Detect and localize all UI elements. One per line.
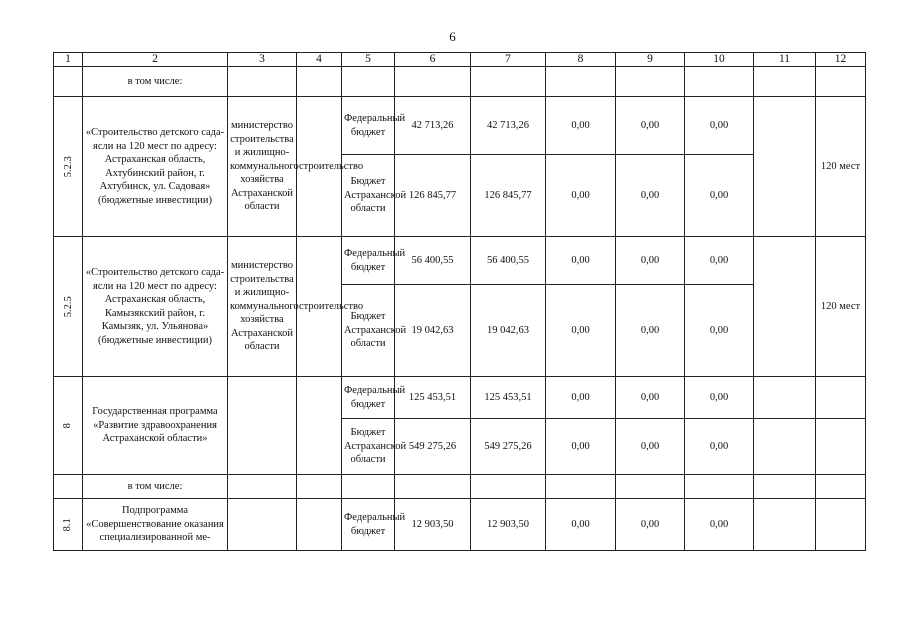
column-header: 6: [395, 53, 471, 67]
row-name: Подпрограмма «Совершенствование оказания специализированной ме-: [83, 499, 228, 551]
page-number: 6: [449, 29, 456, 44]
value-cell: 0,00: [546, 419, 616, 475]
column-header: 4: [297, 53, 342, 67]
row-direction: строительство: [297, 97, 342, 237]
intro-label: в том числе:: [83, 475, 228, 499]
empty-cell: [816, 499, 866, 551]
value-cell: 19 042,63: [471, 285, 546, 377]
empty-cell: [816, 377, 866, 419]
value-cell: 125 453,51: [471, 377, 546, 419]
row-name: «Строительство детского сада-ясли на 120 мест по адресу: Астраханская область, Ахтубинский район, г. Ахтубинск, ул. Садовая» (бюджетные инвестиции): [83, 97, 228, 237]
table-row: [54, 377, 866, 419]
empty-cell: [754, 377, 816, 419]
row-name: Государственная программа «Развитие здравоохранения Астраханской области»: [83, 377, 228, 475]
table-row: [54, 237, 866, 285]
column-header: 5: [342, 53, 395, 67]
column-header: 3: [228, 53, 297, 67]
value-cell: 19 042,63: [395, 285, 471, 377]
row-code: 8: [54, 377, 83, 475]
value-cell: 0,00: [616, 285, 685, 377]
row-code: 8.1: [54, 499, 83, 551]
empty-cell: [228, 499, 297, 551]
column-header: 2: [83, 53, 228, 67]
value-cell: 126 845,77: [395, 155, 471, 237]
column-header: 12: [816, 53, 866, 67]
value-cell: 12 903,50: [471, 499, 546, 551]
empty-cell: [297, 499, 342, 551]
table-row: [54, 97, 866, 155]
empty-cell: [754, 419, 816, 475]
value-cell: 0,00: [616, 499, 685, 551]
column-header: 9: [616, 53, 685, 67]
value-cell: 0,00: [685, 419, 754, 475]
intro-label: в том числе:: [83, 67, 228, 97]
column-header: 10: [685, 53, 754, 67]
value-cell: 0,00: [685, 377, 754, 419]
value-cell: 0,00: [685, 155, 754, 237]
row-code: 5.2.5: [54, 237, 83, 377]
value-cell: 0,00: [685, 97, 754, 155]
value-cell: 0,00: [685, 499, 754, 551]
value-cell: 0,00: [616, 377, 685, 419]
empty-cell: [228, 377, 297, 475]
value-cell: 0,00: [616, 419, 685, 475]
row-executor: министерство строительства и жилищно-коммунального хозяйства Астраханской области: [228, 97, 297, 237]
header-row: [54, 53, 866, 67]
value-cell: 125 453,51: [395, 377, 471, 419]
value-cell: 56 400,55: [395, 237, 471, 285]
value-cell: 12 903,50: [395, 499, 471, 551]
row-code: 5.2.3: [54, 97, 83, 237]
empty-cell: [754, 499, 816, 551]
column-header: 11: [754, 53, 816, 67]
empty-cell: [754, 97, 816, 237]
source-label: Бюджет Астраханской области: [342, 419, 395, 475]
intro-row: [54, 475, 866, 499]
value-cell: 0,00: [546, 155, 616, 237]
value-cell: 0,00: [685, 285, 754, 377]
value-cell: 126 845,77: [471, 155, 546, 237]
value-cell: 0,00: [546, 237, 616, 285]
row-direction: строительство: [297, 237, 342, 377]
empty-cell: [297, 377, 342, 475]
value-cell: 0,00: [546, 97, 616, 155]
column-header: 7: [471, 53, 546, 67]
row-name: «Строительство детского сада-ясли на 120 мест по адресу: Астраханская область, Камызякский район, г. Камызяк, ул. Ульянова» (бюджетные инвестиции): [83, 237, 228, 377]
budget-table: [53, 52, 866, 551]
value-cell: 0,00: [616, 237, 685, 285]
value-cell: 0,00: [616, 97, 685, 155]
intro-row: [54, 67, 866, 97]
empty-cell: [754, 237, 816, 377]
value-cell: 0,00: [685, 237, 754, 285]
source-label: Федеральный бюджет: [342, 237, 395, 285]
column-header: 8: [546, 53, 616, 67]
row-result: 120 мест: [816, 237, 866, 377]
value-cell: 42 713,26: [471, 97, 546, 155]
value-cell: 56 400,55: [471, 237, 546, 285]
value-cell: 0,00: [546, 285, 616, 377]
value-cell: 42 713,26: [395, 97, 471, 155]
value-cell: 0,00: [546, 377, 616, 419]
source-label: Бюджет Астраханской области: [342, 285, 395, 377]
source-label: Бюджет Астраханской области: [342, 155, 395, 237]
value-cell: 549 275,26: [471, 419, 546, 475]
value-cell: 0,00: [546, 499, 616, 551]
column-header: 1: [54, 53, 83, 67]
value-cell: 0,00: [616, 155, 685, 237]
value-cell: 549 275,26: [395, 419, 471, 475]
source-label: Федеральный бюджет: [342, 499, 395, 551]
source-label: Федеральный бюджет: [342, 377, 395, 419]
row-executor: министерство строительства и жилищно-коммунального хозяйства Астраханской области: [228, 237, 297, 377]
row-result: 120 мест: [816, 97, 866, 237]
source-label: Федеральный бюджет: [342, 97, 395, 155]
empty-cell: [816, 419, 866, 475]
table-row: [54, 499, 866, 551]
